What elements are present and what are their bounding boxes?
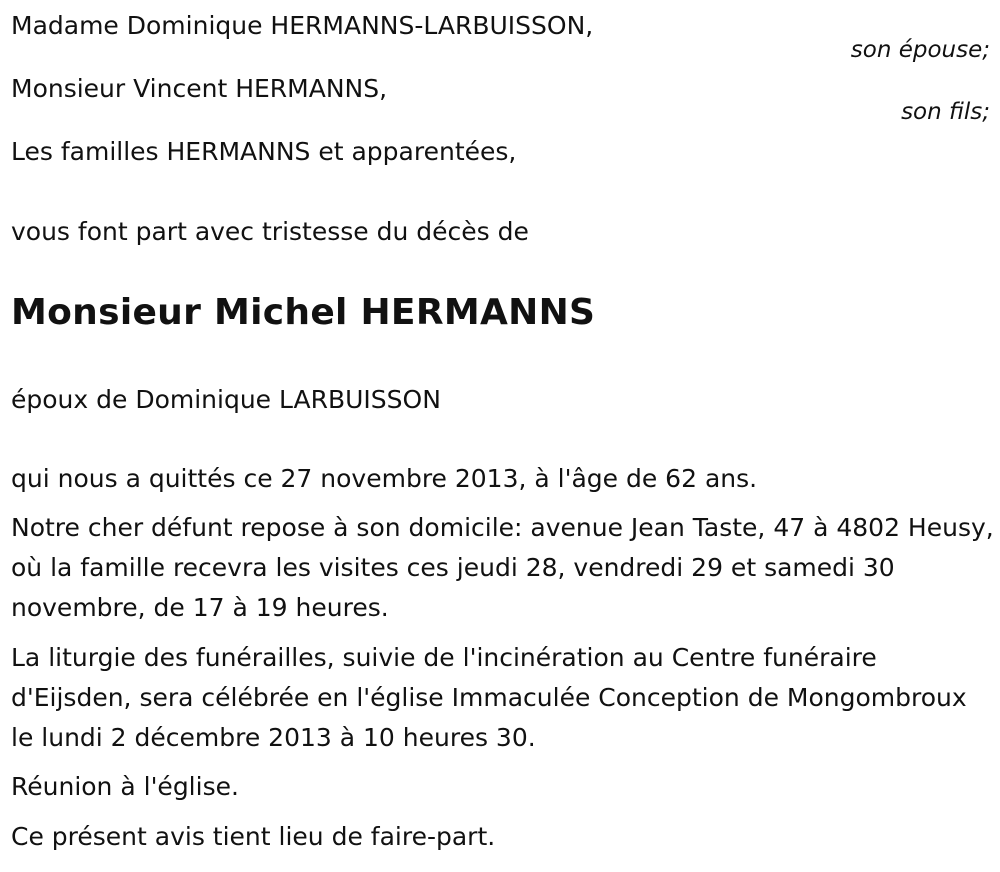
paragraph-closing: Ce présent avis tient lieu de faire-part. — [11, 822, 496, 851]
paragraph-death-date: qui nous a quittés ce 27 novembre 2013, à l'âge de 62 ans. — [11, 464, 758, 493]
announcement-text: vous font part avec tristesse du décès de — [11, 217, 529, 246]
family-member-relation: son épouse; — [850, 37, 990, 63]
family-member-name: Madame Dominique HERMANNS-LARBUISSON, — [11, 11, 594, 40]
paragraph-meeting: Réunion à l'église. — [11, 772, 239, 801]
family-member-name: Monsieur Vincent HERMANNS, — [11, 74, 388, 103]
paragraph-visitation: Notre cher défunt repose à son domicile: avenue Jean Taste, 47 à 4802 Heusy, où la famille recevra les visites ces jeudi 28, vendredi 29 et samedi 30 novembre, de 17 à 19 heures. — [11, 513, 994, 622]
family-member-relation: son fils; — [901, 99, 990, 125]
paragraph-funeral: La liturgie des funérailles, suivie de l'incinération au Centre funéraire d'Eijsden, sera célébrée en l'église Immaculée Conception de Mongombroux le lundi 2 décembre 2013 à 10 heures 30. — [11, 643, 967, 752]
spouse-line: époux de Dominique LARBUISSON — [11, 385, 441, 414]
family-member-name: Les familles HERMANNS et apparentées, — [11, 137, 517, 166]
deceased-name: Monsieur Michel HERMANNS — [11, 292, 596, 333]
